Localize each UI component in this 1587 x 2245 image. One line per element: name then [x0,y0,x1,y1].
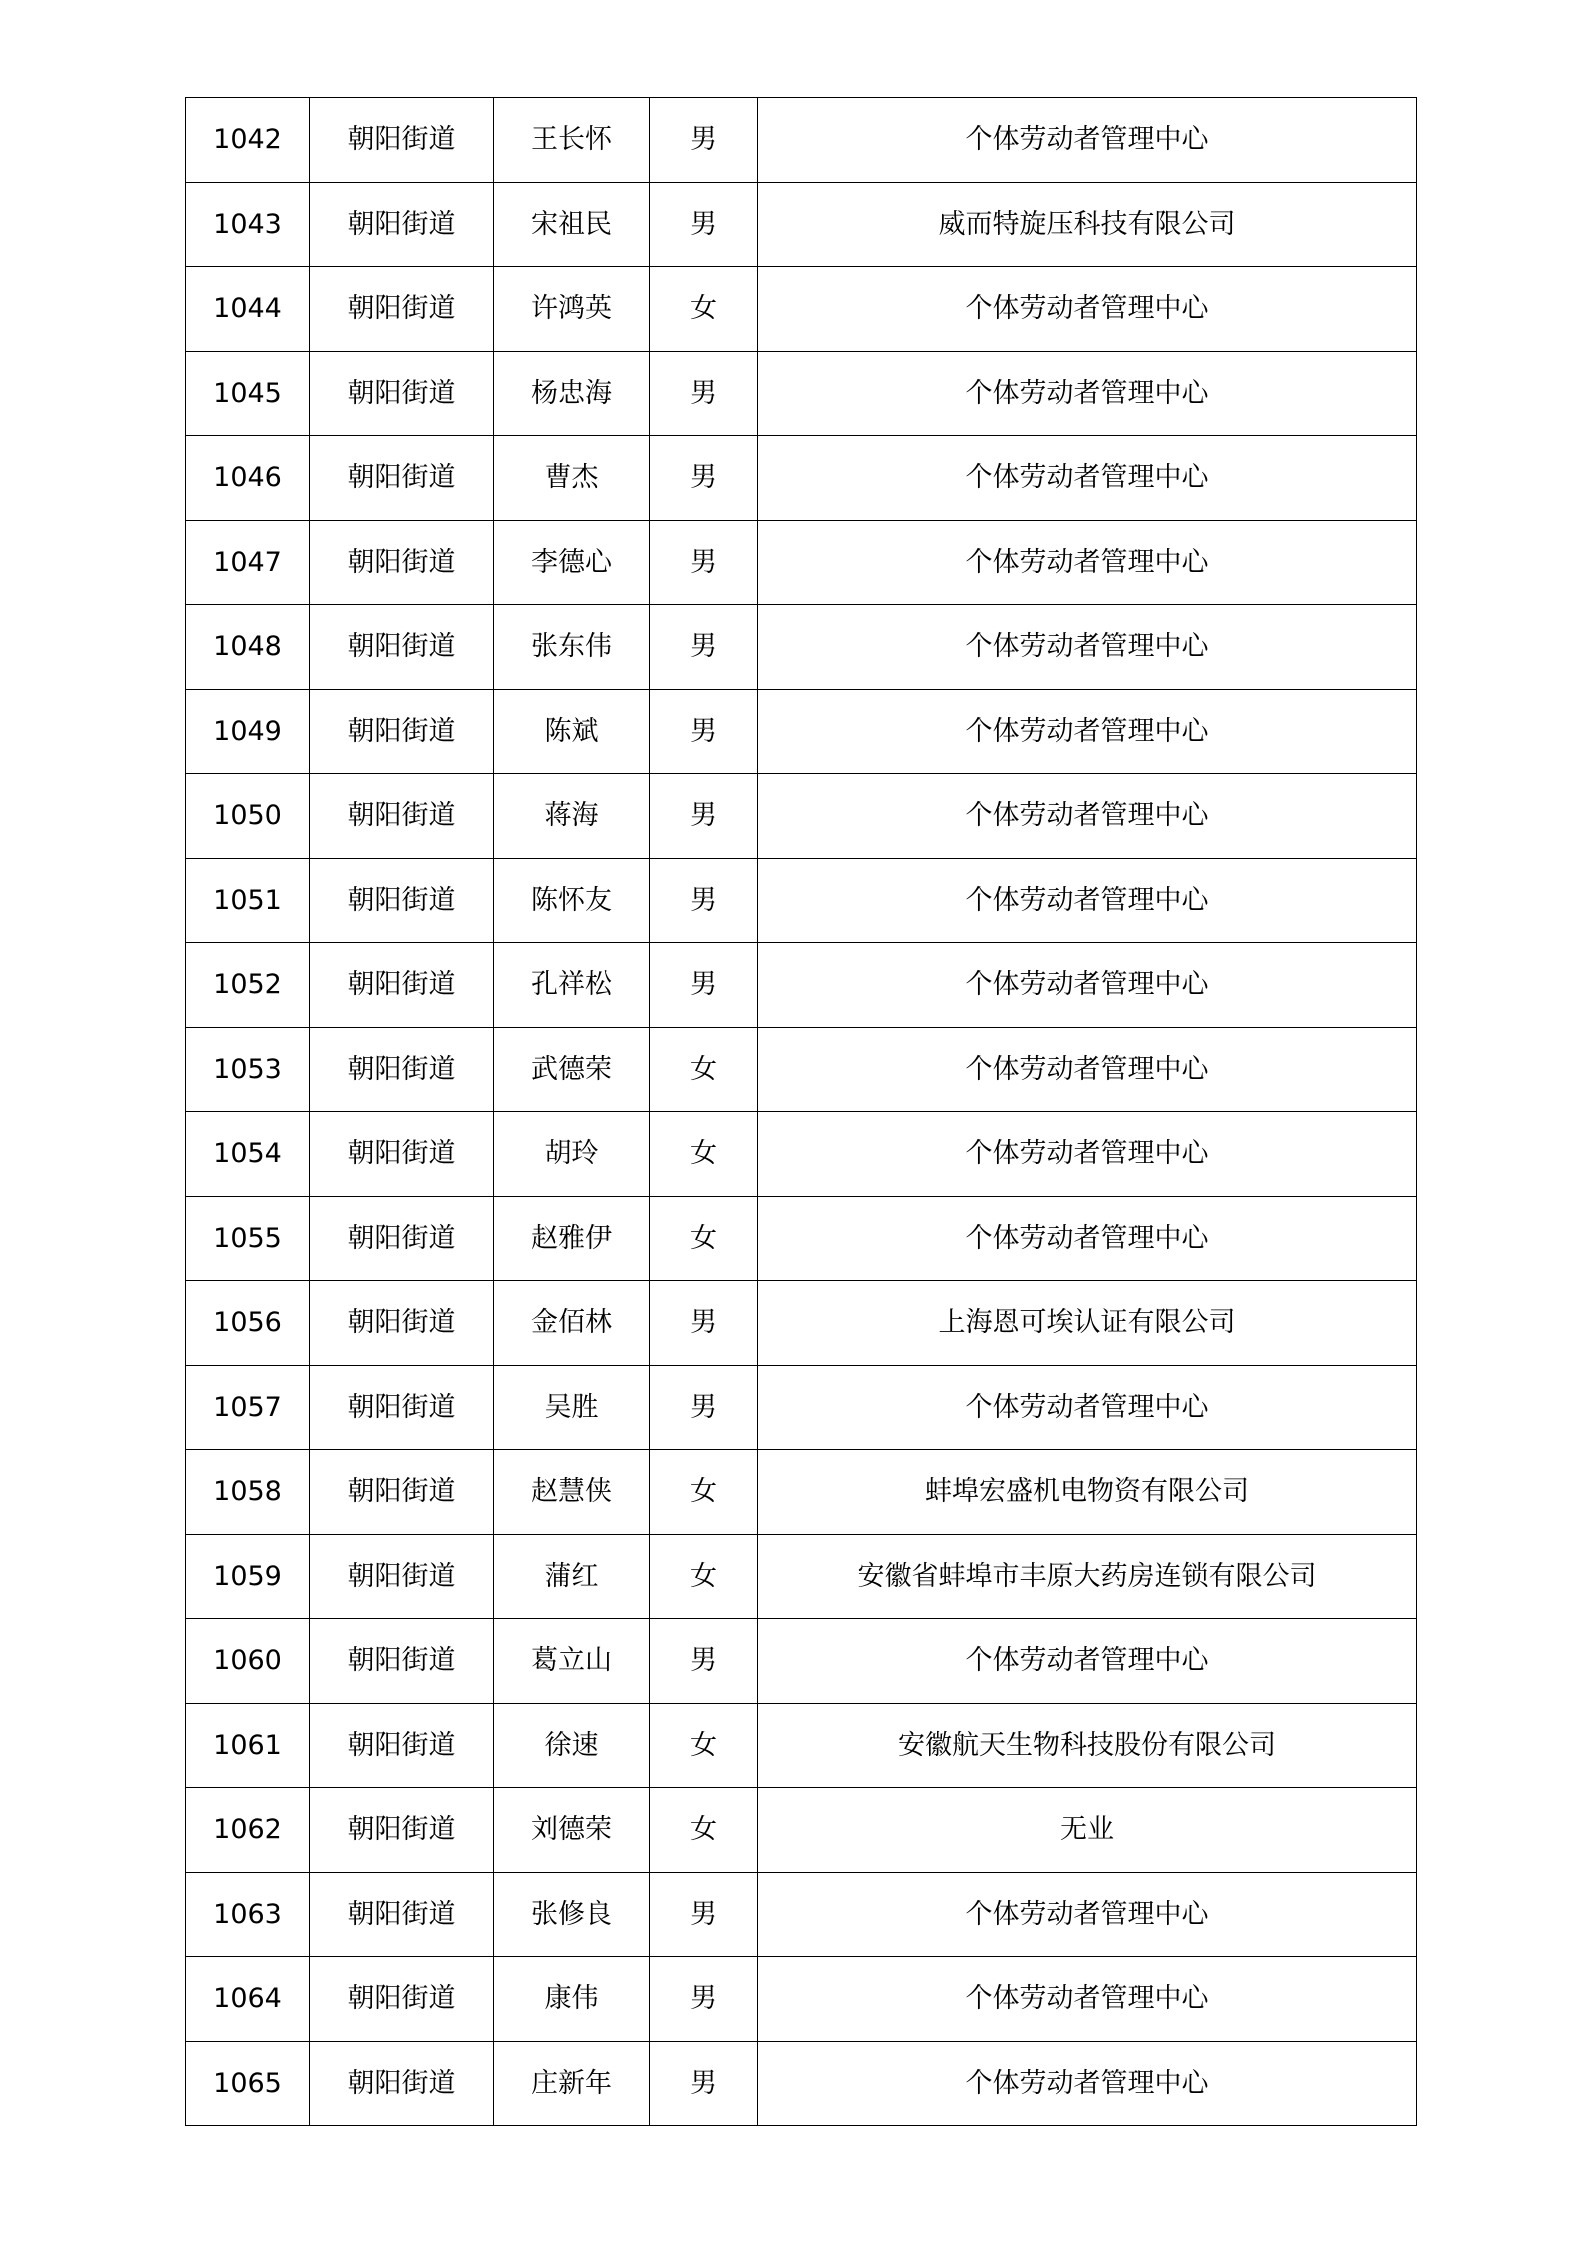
organization-cell: 个体劳动者管理中心 [758,1365,1417,1450]
organization-cell: 个体劳动者管理中心 [758,1872,1417,1957]
name-cell: 杨忠海 [494,351,650,436]
organization-cell: 个体劳动者管理中心 [758,943,1417,1028]
row-number-cell: 1060 [186,1619,310,1704]
row-number-cell: 1043 [186,182,310,267]
name-cell: 王长怀 [494,98,650,183]
row-number-cell: 1055 [186,1196,310,1281]
organization-cell: 无业 [758,1788,1417,1873]
organization-cell: 个体劳动者管理中心 [758,1196,1417,1281]
table-row [186,1027,1417,1112]
roster-table-body [186,98,1417,2126]
name-cell: 赵慧侠 [494,1450,650,1535]
name-cell: 陈怀友 [494,858,650,943]
street-cell: 朝阳街道 [310,1450,494,1535]
table-row [186,520,1417,605]
name-cell: 张东伟 [494,605,650,690]
street-cell: 朝阳街道 [310,1619,494,1704]
row-number-cell: 1051 [186,858,310,943]
organization-cell: 个体劳动者管理中心 [758,1619,1417,1704]
gender-cell: 男 [650,1281,758,1366]
street-cell: 朝阳街道 [310,2041,494,2126]
street-cell: 朝阳街道 [310,1957,494,2042]
gender-cell: 男 [650,943,758,1028]
table-row [186,182,1417,267]
name-cell: 胡玲 [494,1112,650,1197]
organization-cell: 安徽省蚌埠市丰原大药房连锁有限公司 [758,1534,1417,1619]
name-cell: 金佰林 [494,1281,650,1366]
gender-cell: 男 [650,182,758,267]
row-number-cell: 1047 [186,520,310,605]
organization-cell: 个体劳动者管理中心 [758,858,1417,943]
organization-cell: 个体劳动者管理中心 [758,1027,1417,1112]
table-row [186,351,1417,436]
gender-cell: 女 [650,1027,758,1112]
gender-cell: 男 [650,605,758,690]
name-cell: 康伟 [494,1957,650,2042]
organization-cell: 个体劳动者管理中心 [758,267,1417,352]
table-row [186,1281,1417,1366]
gender-cell: 女 [650,1534,758,1619]
name-cell: 徐速 [494,1703,650,1788]
street-cell: 朝阳街道 [310,351,494,436]
table-row [186,1365,1417,1450]
row-number-cell: 1048 [186,605,310,690]
name-cell: 蒲红 [494,1534,650,1619]
gender-cell: 男 [650,1619,758,1704]
name-cell: 张修良 [494,1872,650,1957]
table-row [186,605,1417,690]
row-number-cell: 1062 [186,1788,310,1873]
name-cell: 刘德荣 [494,1788,650,1873]
street-cell: 朝阳街道 [310,858,494,943]
gender-cell: 男 [650,98,758,183]
organization-cell: 个体劳动者管理中心 [758,351,1417,436]
organization-cell: 个体劳动者管理中心 [758,1112,1417,1197]
street-cell: 朝阳街道 [310,1703,494,1788]
table-row [186,1619,1417,1704]
gender-cell: 女 [650,1703,758,1788]
row-number-cell: 1046 [186,436,310,521]
street-cell: 朝阳街道 [310,1872,494,1957]
organization-cell: 个体劳动者管理中心 [758,774,1417,859]
row-number-cell: 1044 [186,267,310,352]
row-number-cell: 1049 [186,689,310,774]
organization-cell: 安徽航天生物科技股份有限公司 [758,1703,1417,1788]
gender-cell: 男 [650,436,758,521]
table-row [186,1788,1417,1873]
name-cell: 武德荣 [494,1027,650,1112]
organization-cell: 个体劳动者管理中心 [758,436,1417,521]
street-cell: 朝阳街道 [310,689,494,774]
organization-cell: 上海恩可埃认证有限公司 [758,1281,1417,1366]
row-number-cell: 1052 [186,943,310,1028]
table-row [186,1196,1417,1281]
row-number-cell: 1053 [186,1027,310,1112]
name-cell: 李德心 [494,520,650,605]
street-cell: 朝阳街道 [310,1027,494,1112]
table-row [186,1450,1417,1535]
street-cell: 朝阳街道 [310,1112,494,1197]
row-number-cell: 1059 [186,1534,310,1619]
table-row [186,858,1417,943]
table-row [186,98,1417,183]
roster-table [185,97,1417,2126]
gender-cell: 男 [650,774,758,859]
organization-cell: 个体劳动者管理中心 [758,1957,1417,2042]
row-number-cell: 1058 [186,1450,310,1535]
name-cell: 曹杰 [494,436,650,521]
row-number-cell: 1050 [186,774,310,859]
row-number-cell: 1065 [186,2041,310,2126]
street-cell: 朝阳街道 [310,943,494,1028]
street-cell: 朝阳街道 [310,267,494,352]
name-cell: 陈斌 [494,689,650,774]
table-row [186,2041,1417,2126]
gender-cell: 女 [650,1196,758,1281]
row-number-cell: 1063 [186,1872,310,1957]
gender-cell: 男 [650,1365,758,1450]
table-row [186,1112,1417,1197]
gender-cell: 女 [650,1112,758,1197]
row-number-cell: 1061 [186,1703,310,1788]
name-cell: 赵雅伊 [494,1196,650,1281]
gender-cell: 男 [650,858,758,943]
row-number-cell: 1064 [186,1957,310,2042]
name-cell: 许鸿英 [494,267,650,352]
row-number-cell: 1045 [186,351,310,436]
name-cell: 庄新年 [494,2041,650,2126]
gender-cell: 男 [650,1872,758,1957]
organization-cell: 威而特旋压科技有限公司 [758,182,1417,267]
gender-cell: 男 [650,520,758,605]
table-row [186,689,1417,774]
row-number-cell: 1042 [186,98,310,183]
table-row [186,774,1417,859]
street-cell: 朝阳街道 [310,436,494,521]
name-cell: 孔祥松 [494,943,650,1028]
table-row [186,1703,1417,1788]
street-cell: 朝阳街道 [310,520,494,605]
gender-cell: 男 [650,2041,758,2126]
gender-cell: 男 [650,351,758,436]
organization-cell: 个体劳动者管理中心 [758,605,1417,690]
name-cell: 蒋海 [494,774,650,859]
gender-cell: 男 [650,1957,758,2042]
table-row [186,1872,1417,1957]
organization-cell: 个体劳动者管理中心 [758,689,1417,774]
table-row [186,436,1417,521]
table-row [186,1957,1417,2042]
organization-cell: 个体劳动者管理中心 [758,2041,1417,2126]
organization-cell: 个体劳动者管理中心 [758,98,1417,183]
street-cell: 朝阳街道 [310,1196,494,1281]
street-cell: 朝阳街道 [310,1788,494,1873]
name-cell: 宋祖民 [494,182,650,267]
name-cell: 吴胜 [494,1365,650,1450]
table-row [186,1534,1417,1619]
street-cell: 朝阳街道 [310,182,494,267]
table-row [186,267,1417,352]
row-number-cell: 1057 [186,1365,310,1450]
organization-cell: 个体劳动者管理中心 [758,520,1417,605]
street-cell: 朝阳街道 [310,1365,494,1450]
street-cell: 朝阳街道 [310,1534,494,1619]
name-cell: 葛立山 [494,1619,650,1704]
gender-cell: 女 [650,267,758,352]
street-cell: 朝阳街道 [310,98,494,183]
row-number-cell: 1056 [186,1281,310,1366]
gender-cell: 男 [650,689,758,774]
organization-cell: 蚌埠宏盛机电物资有限公司 [758,1450,1417,1535]
street-cell: 朝阳街道 [310,605,494,690]
gender-cell: 女 [650,1450,758,1535]
street-cell: 朝阳街道 [310,1281,494,1366]
gender-cell: 女 [650,1788,758,1873]
row-number-cell: 1054 [186,1112,310,1197]
street-cell: 朝阳街道 [310,774,494,859]
table-row [186,943,1417,1028]
